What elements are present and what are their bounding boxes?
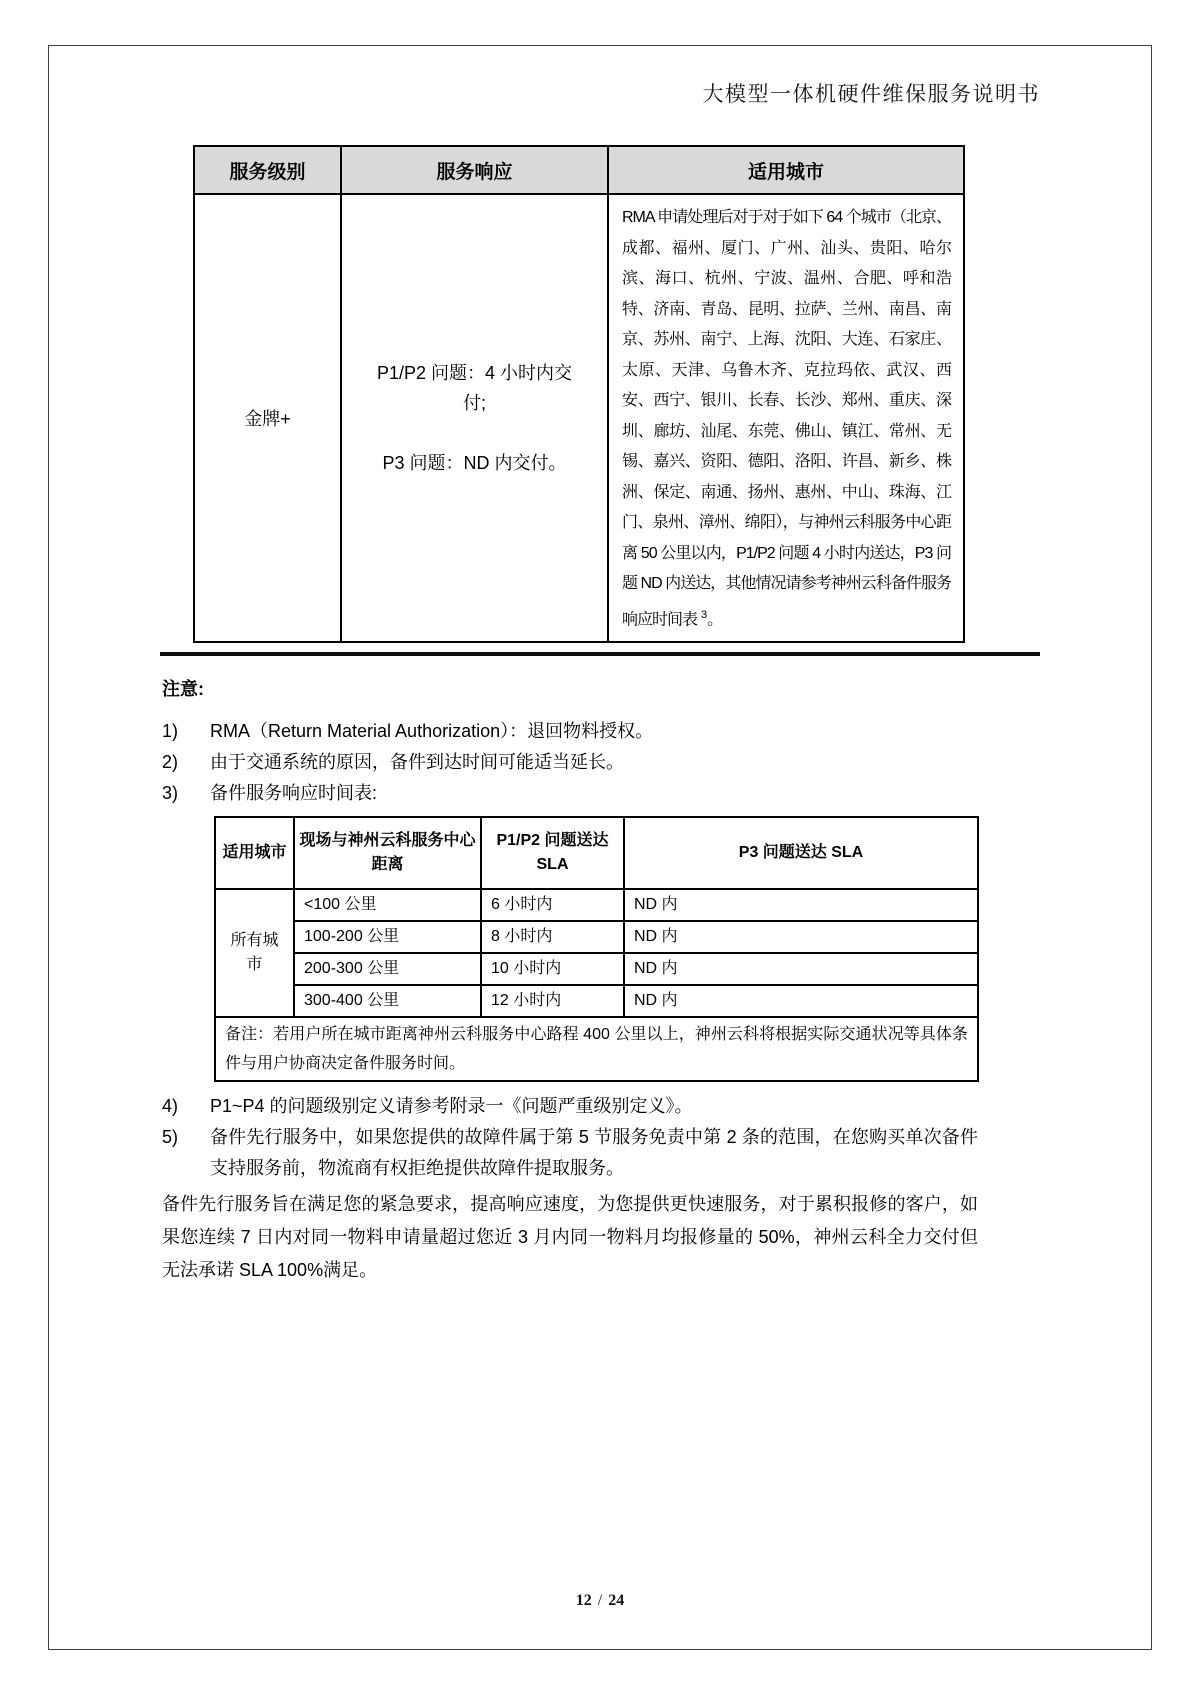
- header-service-level: 服务级别: [194, 146, 341, 194]
- sla-remark-text: 备注：若用户所在城市距离神州云科服务中心路程 400 公里以上，神州云科将根据实际交通状况等具体条件与用户协商决定备件服务时间。: [215, 1017, 978, 1081]
- sla-header-p3: P3 问题送达 SLA: [624, 817, 978, 889]
- sla-p1p2-value: 10 小时内: [481, 953, 624, 985]
- sla-p3-value: ND 内: [624, 985, 978, 1017]
- sla-remark-row: [215, 1017, 978, 1081]
- page-footer: [0, 1592, 1200, 1610]
- note-item-2: [162, 747, 978, 778]
- response-line-2: P3 问题：ND 内交付。: [382, 453, 567, 474]
- sla-row-1: [215, 889, 978, 921]
- sla-p3-value: ND 内: [624, 889, 978, 921]
- note-2-text: 由于交通系统的原因，备件到达时间可能适当延长。: [210, 752, 624, 772]
- sla-city-scope: 所有城市: [215, 889, 294, 1017]
- service-table-data-row: [194, 194, 964, 642]
- notes-title: 注意:: [162, 679, 204, 699]
- sla-row-4: [215, 985, 978, 1017]
- note-4-text: P1~P4 的问题级别定义请参考附录一《问题严重级别定义》。: [210, 1096, 693, 1116]
- sla-p3-value: ND 内: [624, 953, 978, 985]
- footer-separator: /: [597, 1592, 603, 1609]
- service-table-header-row: [194, 146, 964, 194]
- note-1-number: 1): [162, 721, 179, 741]
- sla-distance: 300-400 公里: [294, 985, 481, 1017]
- footnote-reference: 3: [701, 608, 708, 621]
- section-divider-rule: [160, 652, 1040, 656]
- sla-row-3: [215, 953, 978, 985]
- sla-p3-value: ND 内: [624, 921, 978, 953]
- sla-header-city: 适用城市: [215, 817, 294, 889]
- note-item-5: [162, 1122, 978, 1184]
- closing-paragraph: 备件先行服务旨在满足您的紧急要求，提高响应速度，为您提供更快速服务，对于累积报修的客户，如果您连续 7 日内对同一物料申请量超过您近 3 月内同一物料月均报修量的 50%，神州云科全力交付但无法承诺 SLA 100%满足。: [162, 1194, 978, 1280]
- service-level-value: 金牌+: [194, 194, 341, 642]
- response-line-gap: [368, 418, 581, 448]
- sla-header-distance: 现场与神州云科服务中心距离: [294, 817, 481, 889]
- notes-section: [162, 674, 978, 1287]
- applicable-cities-cell: [608, 194, 964, 642]
- response-line-1: P1/P2 问题：4 小时内交付;: [376, 363, 573, 414]
- header-service-response: 服务响应: [341, 146, 608, 194]
- note-item-4: [162, 1091, 978, 1122]
- note-1-text: RMA（Return Material Authorization）：退回物料授权。: [210, 721, 654, 741]
- note-2-number: 2): [162, 752, 179, 772]
- header-applicable-cities: 适用城市: [608, 146, 964, 194]
- document-header-title: 大模型一体机硬件维保服务说明书: [702, 82, 1040, 106]
- sla-header-p1p2: P1/P2 问题送达 SLA: [481, 817, 624, 889]
- sla-p1p2-value: 12 小时内: [481, 985, 624, 1017]
- sla-p1p2-value: 8 小时内: [481, 921, 624, 953]
- note-item-1: [162, 716, 978, 747]
- sla-row-2: [215, 921, 978, 953]
- sla-distance: 100-200 公里: [294, 921, 481, 953]
- note-5-text: 备件先行服务中，如果您提供的故障件属于第 5 节服务免责中第 2 条的范围，在您购买单次备件支持服务前，物流商有权拒绝提供故障件提取服务。: [210, 1127, 978, 1178]
- note-4-number: 4): [162, 1096, 179, 1116]
- service-response-cell: [341, 194, 608, 642]
- note-5-number: 5): [162, 1127, 179, 1147]
- note-3-text: 备件服务响应时间表:: [210, 783, 378, 803]
- sla-distance: 200-300 公里: [294, 953, 481, 985]
- cities-paragraph: RMA 申请处理后对于对于如下 64 个城市（北京、成都、福州、厦门、广州、汕头、贵阳、哈尔滨、海口、杭州、宁波、温州、合肥、呼和浩特、济南、青岛、昆明、拉萨、兰州、南昌、南京、苏州、南宁、上海、沈阳、大连、石家庄、太原、天津、乌鲁木齐、克拉玛依、武汉、西安、西宁、银川、长春、长沙、郑州、重庆、深圳、廊坊、汕尾、东莞、佛山、镇江、常州、无锡、嘉兴、资阳、德阳、洛阳、许昌、新乡、株洲、保定、南通、扬州、惠州、中山、珠海、江门、泉州、漳州、绵阳），与神州云科服务中心距离 50 公里以内，P1/P2 问题 4 小时内送达，P3 问题 ND 内送达，其他情况请参考神州云科备件服务响应时间表: [622, 209, 951, 628]
- service-level-table: [193, 145, 965, 643]
- cities-paragraph-end: 。: [707, 610, 723, 628]
- sla-table-header-row: [215, 817, 978, 889]
- sla-distance: <100 公里: [294, 889, 481, 921]
- note-3-number: 3): [162, 783, 179, 803]
- footer-total-pages: 24: [608, 1592, 625, 1609]
- footer-page-number: 12: [575, 1592, 592, 1609]
- sla-p1p2-value: 6 小时内: [481, 889, 624, 921]
- spare-parts-sla-table: [214, 816, 979, 1082]
- note-item-3: [162, 778, 978, 809]
